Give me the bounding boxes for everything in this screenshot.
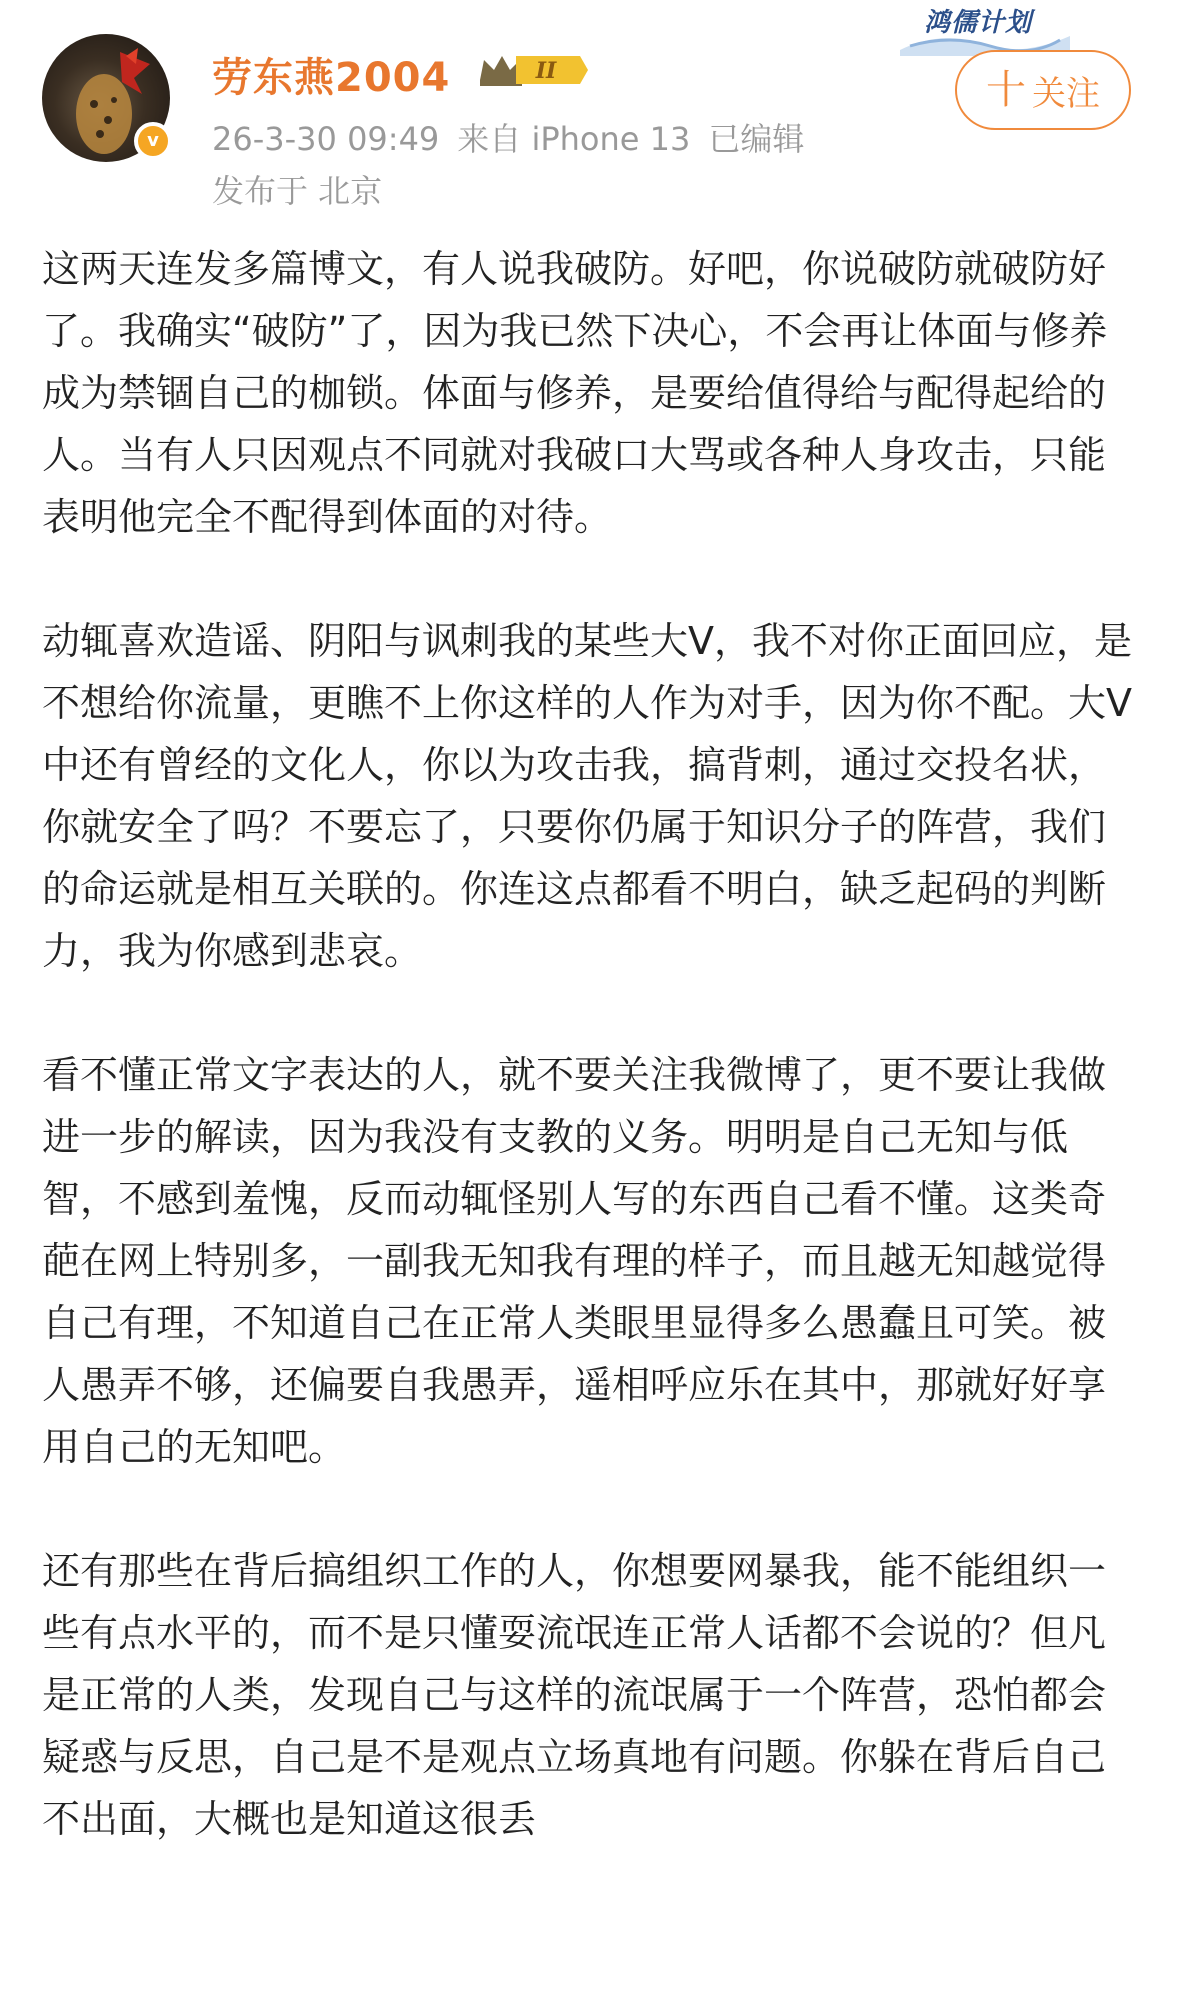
author-name[interactable]: 劳东燕2004: [212, 55, 451, 101]
campaign-banner[interactable]: [900, 0, 1070, 56]
post-edited[interactable]: 已编辑: [708, 120, 805, 158]
post-meta: [212, 114, 822, 160]
post-timestamp: 26-3-30 09:49: [212, 120, 440, 158]
follow-button[interactable]: [955, 50, 1131, 130]
post-location: 发布于 北京: [212, 172, 383, 210]
post-paragraph: 看不懂正常文字表达的人，就不要关注我微博了，更不要让我做进一步的解读，因为我没有支教的义务。明明是自己无知与低智，不感到羞愧，反而动辄怪别人写的东西自己看不懂。这类奇葩在网上特别多，一副我无知我有理的样子，而且越无知越觉得自己有理，不知道自己在正常人类眼里显得多么愚蠢且可笑。被人愚弄不够，还偏要自我愚弄，遥相呼应乐在其中，那就好好享用自己的无知吧。: [42, 1053, 1107, 1469]
post-body: [42, 238, 1142, 1912]
post-header: [0, 0, 1179, 210]
follow-button-label: 关注: [1032, 73, 1100, 114]
level-badge-text: II: [535, 58, 557, 84]
post-paragraph: 这两天连发多篇博文，有人说我破防。好吧，你说破防就破防好了。我确实“破防”了，因为我已然下决心，不会再让体面与修养成为禁锢自己的枷锁。体面与修养，是要给值得给与配得起给的人。当有人只因观点不同就对我破口大骂或各种人身攻击，只能表明他完全不配得到体面的对待。: [42, 247, 1108, 539]
post-paragraph: 动辄喜欢造谣、阴阳与讽刺我的某些大V，我不对你正面回应，是不想给你流量，更瞧不上你这样的人作为对手，因为你不配。大V中还有曾经的文化人，你以为攻击我，搞背刺，通过交投名状，你就安全了吗？不要忘了，只要你仍属于知识分子的阵营，我们的命运就是相互关联的。你连这点都看不明白，缺乏起码的判断力，我为你感到悲哀。: [42, 619, 1132, 973]
banner-text: 鸿儒计划: [924, 8, 1033, 38]
post-source: 来自 iPhone 13: [457, 120, 691, 158]
verified-icon: v: [134, 122, 172, 160]
plus-icon: 十: [986, 67, 1026, 113]
avatar[interactable]: [42, 34, 170, 162]
post-paragraph: 还有那些在背后搞组织工作的人，你想要网暴我，能不能组织一些有点水平的，而不是只懂耍流氓连正常人话都不会说的？但凡是正常的人类，发现自己与这样的流氓属于一个阵营，恐怕都会疑惑与反思，自己是不是观点立场真地有问题。你躲在背后自己不出面，大概也是知道这很丢: [42, 1549, 1107, 1841]
crown-level-badge-icon: [476, 50, 592, 90]
